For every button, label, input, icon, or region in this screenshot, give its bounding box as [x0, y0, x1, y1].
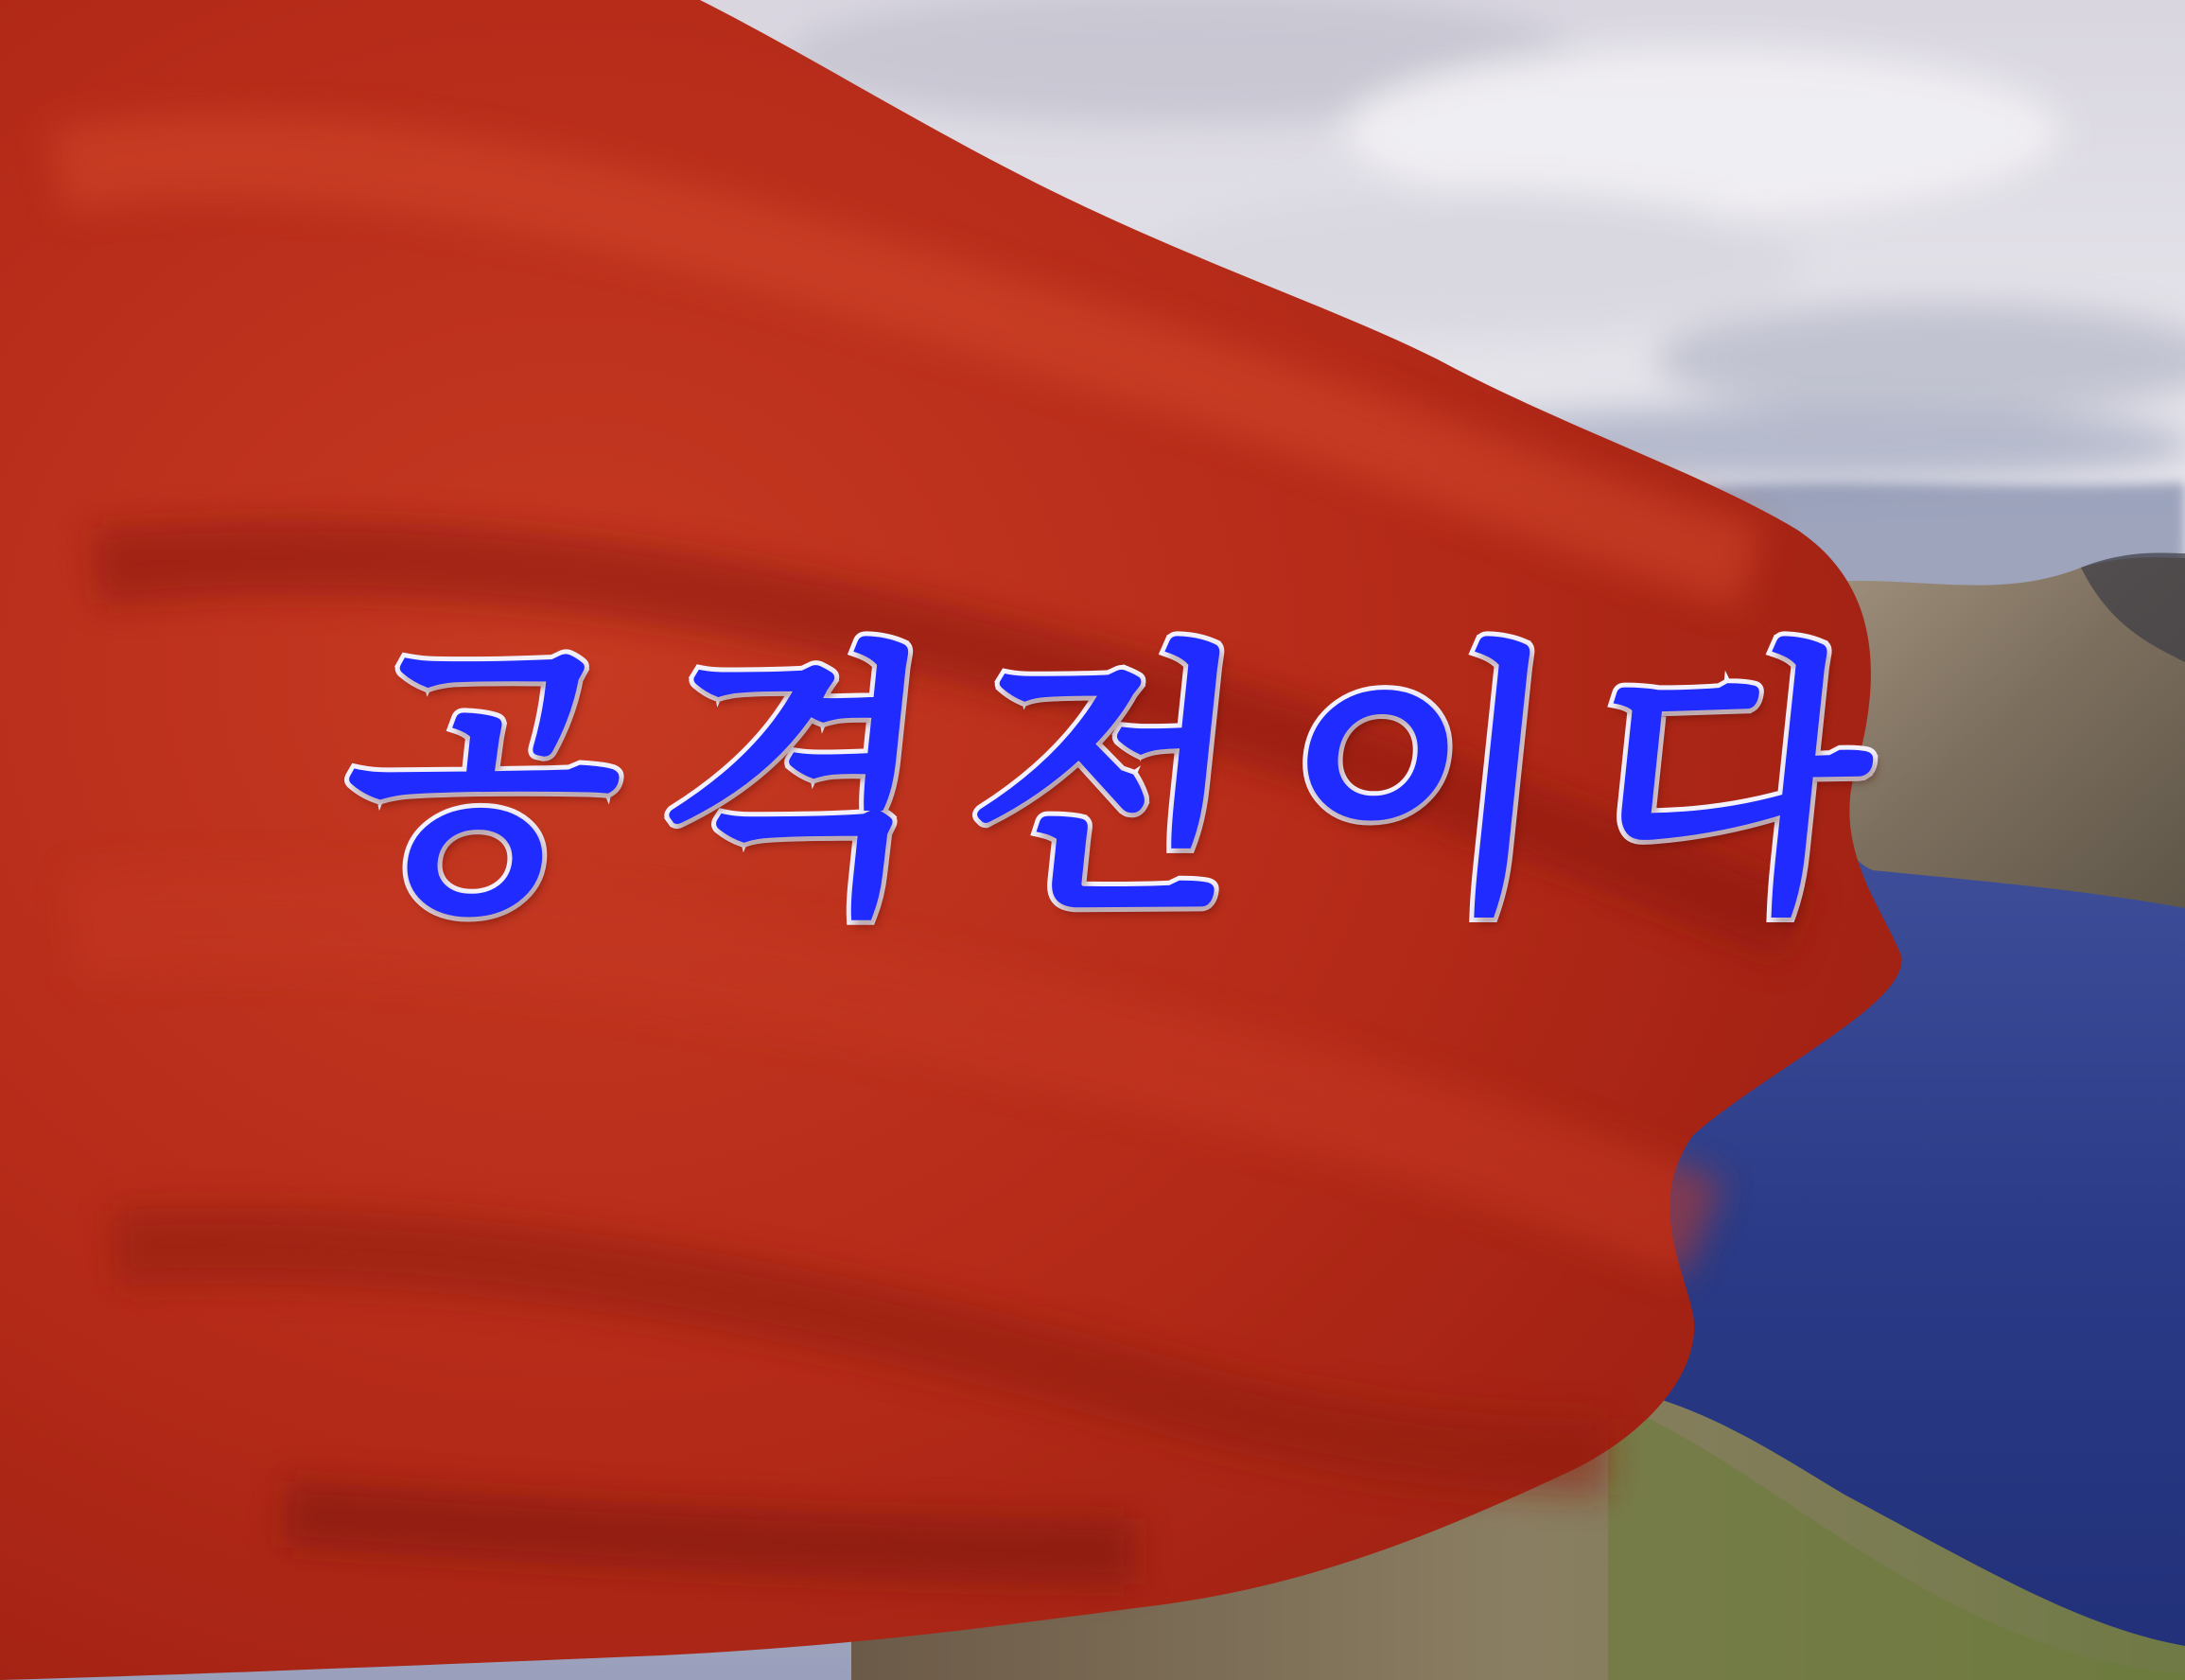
title-caption: 공격전이다: [328, 620, 1923, 950]
